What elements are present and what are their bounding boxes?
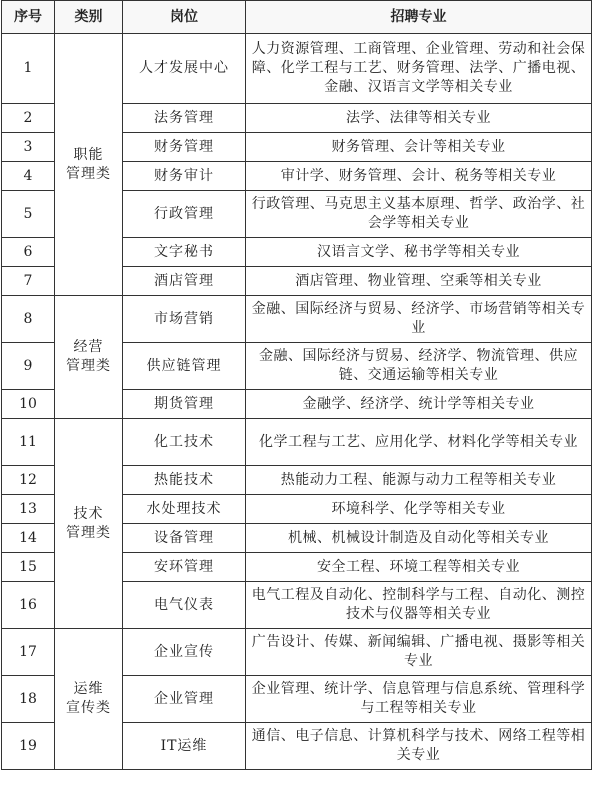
category-line2: 宣传类 xyxy=(66,700,111,716)
row-majors: 汉语言文学、秘书学等相关专业 xyxy=(246,238,592,267)
row-majors: 广告设计、传媒、新闻编辑、广播电视、摄影等相关专业 xyxy=(246,629,592,676)
row-majors: 金融学、经济学、统计学等相关专业 xyxy=(246,390,592,419)
row-majors: 金融、国际经济与贸易、经济学、物流管理、供应链、交通运输等相关专业 xyxy=(246,343,592,390)
table-row xyxy=(2,629,592,676)
row-seq: 4 xyxy=(2,162,55,191)
row-majors: 财务管理、会计等相关专业 xyxy=(246,133,592,162)
table-body xyxy=(2,34,592,770)
row-position: 酒店管理 xyxy=(123,267,246,296)
row-seq: 8 xyxy=(2,296,55,343)
row-majors: 化学工程与工艺、应用化学、材料化学等相关专业 xyxy=(246,419,592,466)
row-seq: 16 xyxy=(2,582,55,629)
header-row xyxy=(2,1,592,34)
row-seq: 1 xyxy=(2,34,55,104)
row-seq: 19 xyxy=(2,723,55,770)
row-majors: 行政管理、马克思主义基本原理、哲学、政治学、社会学等相关专业 xyxy=(246,191,592,238)
row-majors: 法学、法律等相关专业 xyxy=(246,104,592,133)
row-position: 企业宣传 xyxy=(123,629,246,676)
row-seq: 11 xyxy=(2,419,55,466)
row-position: 热能技术 xyxy=(123,466,246,495)
table-header xyxy=(2,1,592,34)
row-majors: 通信、电子信息、计算机科学与技术、网络工程等相关专业 xyxy=(246,723,592,770)
row-position: 人才发展中心 xyxy=(123,34,246,104)
row-position: 设备管理 xyxy=(123,524,246,553)
row-seq: 3 xyxy=(2,133,55,162)
row-majors: 企业管理、统计学、信息管理与信息系统、管理科学与工程等相关专业 xyxy=(246,676,592,723)
category-line1: 技术 xyxy=(73,505,104,522)
table-row xyxy=(2,296,592,343)
category-line2: 管理类 xyxy=(66,524,111,541)
row-majors: 电气工程及自动化、控制科学与工程、自动化、测控技术与仪器等相关专业 xyxy=(246,582,592,629)
header-category: 类别 xyxy=(55,1,123,34)
row-seq: 12 xyxy=(2,466,55,495)
row-position: IT运维 xyxy=(123,723,246,770)
category-cell xyxy=(55,629,123,770)
row-position: 化工技术 xyxy=(123,419,246,466)
row-seq: 15 xyxy=(2,553,55,582)
row-position: 电气仪表 xyxy=(123,582,246,629)
row-position: 行政管理 xyxy=(123,191,246,238)
category-line1: 职能 xyxy=(73,146,104,163)
category-cell xyxy=(55,34,123,296)
row-seq: 14 xyxy=(2,524,55,553)
row-majors: 金融、国际经济与贸易、经济学、市场营销等相关专业 xyxy=(246,296,592,343)
row-majors: 环境科学、化学等相关专业 xyxy=(246,495,592,524)
recruitment-table xyxy=(1,0,592,770)
row-position: 期货管理 xyxy=(123,390,246,419)
row-position: 市场营销 xyxy=(123,296,246,343)
row-position: 企业管理 xyxy=(123,676,246,723)
category-line2: 管理类 xyxy=(66,165,111,182)
category-line1: 经营 xyxy=(73,339,104,355)
header-position: 岗位 xyxy=(123,1,246,34)
row-seq: 13 xyxy=(2,495,55,524)
row-seq: 18 xyxy=(2,676,55,723)
category-line2: 管理类 xyxy=(66,358,111,374)
row-position: 文字秘书 xyxy=(123,238,246,267)
row-position: 供应链管理 xyxy=(123,343,246,390)
row-majors: 热能动力工程、能源与动力工程等相关专业 xyxy=(246,466,592,495)
header-majors: 招聘专业 xyxy=(246,1,592,34)
row-seq: 10 xyxy=(2,390,55,419)
row-position: 安环管理 xyxy=(123,553,246,582)
header-seq: 序号 xyxy=(2,1,55,34)
table-row xyxy=(2,419,592,466)
row-majors: 人力资源管理、工商管理、企业管理、劳动和社会保障、化学工程与工艺、财务管理、法学、广播电视、金融、汉语言文学等相关专业 xyxy=(246,34,592,104)
table-row xyxy=(2,34,592,104)
row-seq: 17 xyxy=(2,629,55,676)
row-seq: 2 xyxy=(2,104,55,133)
row-position: 财务审计 xyxy=(123,162,246,191)
category-line1: 运维 xyxy=(73,681,104,697)
category-cell xyxy=(55,419,123,629)
row-position: 水处理技术 xyxy=(123,495,246,524)
row-majors: 安全工程、环境工程等相关专业 xyxy=(246,553,592,582)
row-seq: 6 xyxy=(2,238,55,267)
row-position: 法务管理 xyxy=(123,104,246,133)
row-majors: 酒店管理、物业管理、空乘等相关专业 xyxy=(246,267,592,296)
row-position: 财务管理 xyxy=(123,133,246,162)
row-majors: 机械、机械设计制造及自动化等相关专业 xyxy=(246,524,592,553)
row-seq: 9 xyxy=(2,343,55,390)
row-seq: 5 xyxy=(2,191,55,238)
category-cell xyxy=(55,296,123,419)
row-seq: 7 xyxy=(2,267,55,296)
row-majors: 审计学、财务管理、会计、税务等相关专业 xyxy=(246,162,592,191)
